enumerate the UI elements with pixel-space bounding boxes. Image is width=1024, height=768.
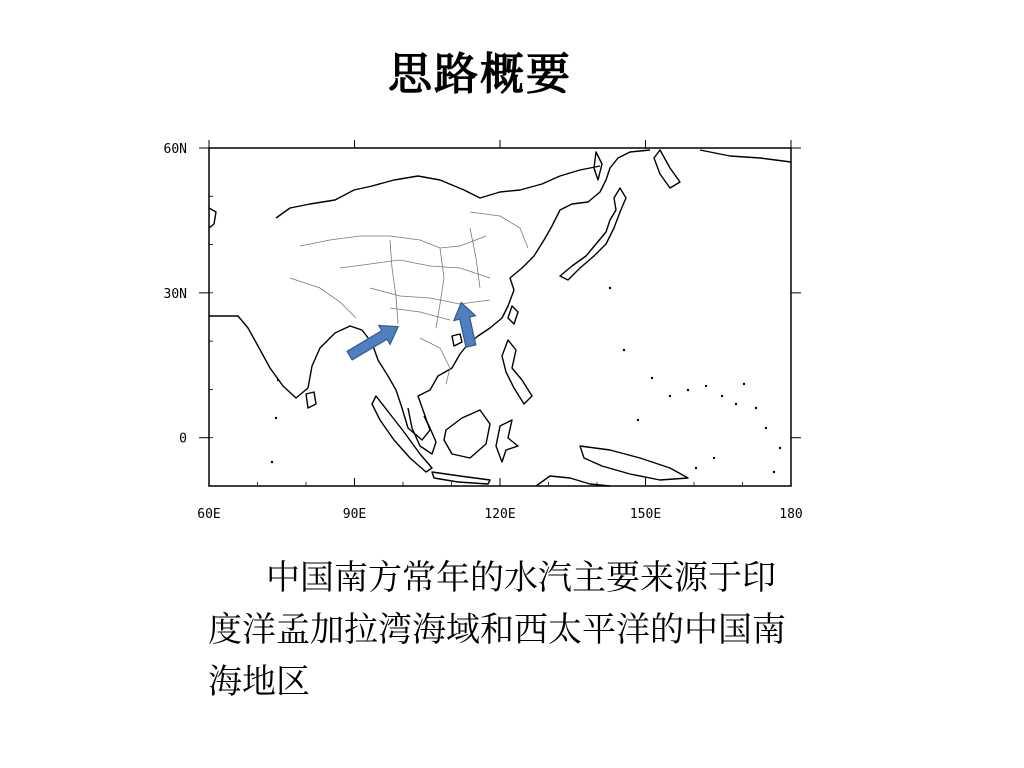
y-tick-label: 0: [179, 431, 187, 447]
south-china-sea-moisture-arrow: [454, 303, 476, 348]
new-guinea: [580, 446, 688, 480]
caption-text: 中国南方常年的水汽主要来源于印度洋孟加拉湾海域和西太平洋的中国南海地区: [208, 558, 786, 702]
map-figure: [140, 128, 830, 538]
x-tick-label: 120E: [484, 507, 516, 522]
borneo: [444, 410, 490, 458]
slide-title: 思路概要: [388, 49, 572, 100]
slide-caption: [208, 552, 798, 708]
arabia-edge: [209, 208, 216, 228]
bering-coast: [700, 150, 791, 162]
y-tick-label: 30N: [163, 286, 187, 302]
east-asia-map: [140, 128, 830, 538]
kamchatka: [654, 150, 680, 188]
map-frame: [209, 148, 791, 486]
pacific-islands: [271, 287, 781, 473]
x-tick-label: 60E: [197, 507, 221, 522]
sulawesi: [496, 420, 518, 462]
hainan: [452, 334, 462, 346]
bay-of-bengal-moisture-arrow: [347, 325, 398, 360]
java: [432, 472, 490, 484]
coastlines: [209, 150, 791, 486]
australia-north: [536, 476, 610, 486]
x-tick-label: 150E: [629, 507, 662, 522]
taiwan: [508, 306, 518, 324]
x-tick-label: 90E: [342, 507, 367, 522]
asia-coastline: [209, 150, 650, 440]
sri-lanka: [306, 392, 316, 408]
japan: [560, 188, 626, 280]
y-tick-label: 60N: [163, 142, 187, 157]
x-tick-label: 180: [779, 507, 803, 522]
philippines: [502, 340, 532, 404]
north-asia-outline: [276, 166, 600, 218]
political-borders: [290, 212, 528, 384]
